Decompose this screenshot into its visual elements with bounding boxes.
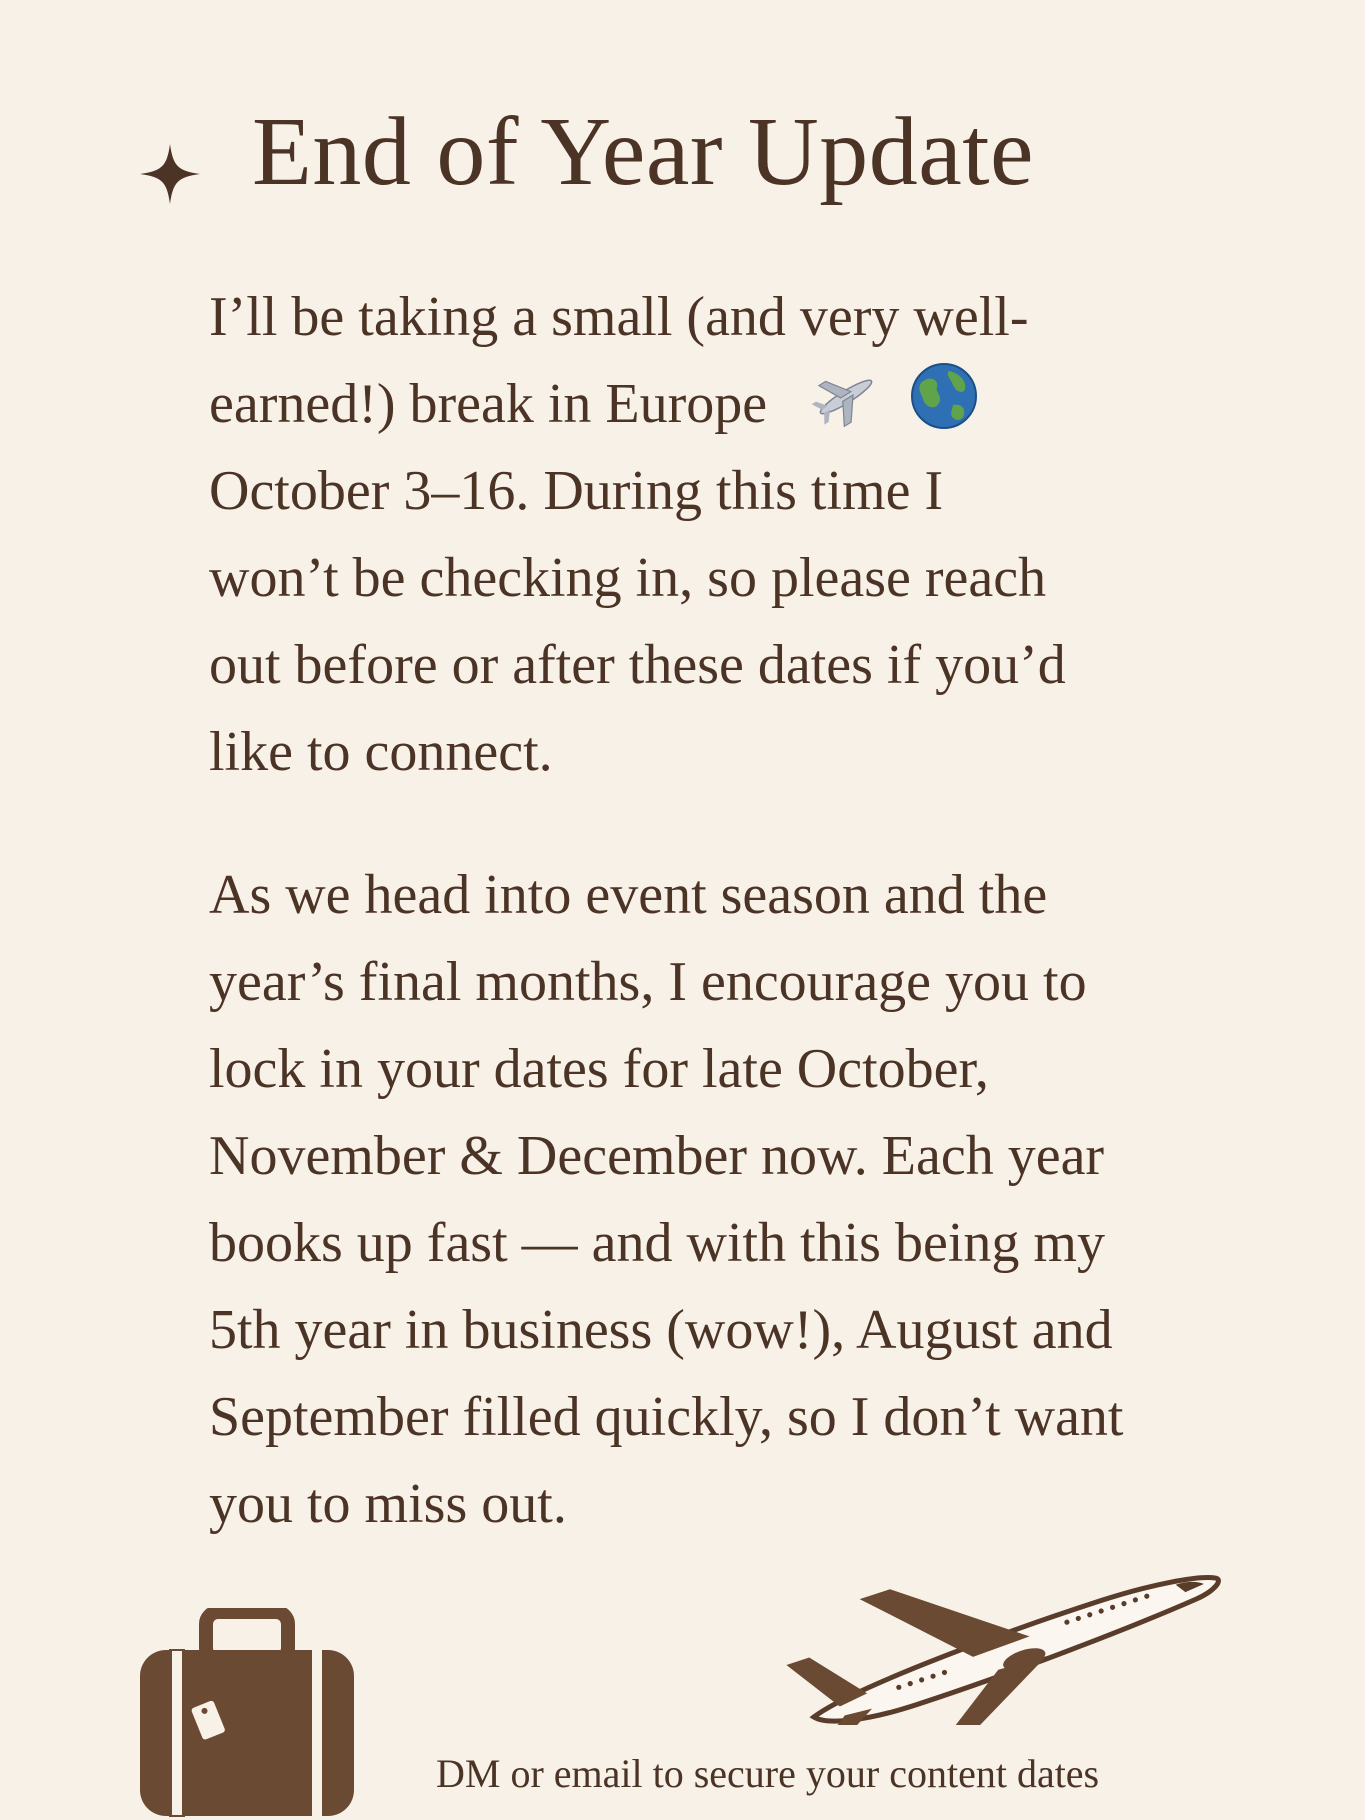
body-line: As we head into event season and the xyxy=(209,864,1048,926)
body-line: books up fast — and with this being my xyxy=(209,1212,1105,1274)
globe-emoji xyxy=(909,361,979,457)
body-line: won’t be checking in, so please reach xyxy=(209,547,1047,609)
body-line: you to miss out. xyxy=(209,1473,567,1535)
body-line: 5th year in business (wow!), August and xyxy=(209,1299,1113,1361)
body-line: November & December now. Each year xyxy=(209,1125,1105,1187)
break-notice-intro xyxy=(209,274,1269,457)
suitcase-icon xyxy=(136,1608,358,1820)
booking-notice xyxy=(209,852,1269,1548)
body-line: earned!) break in Europe xyxy=(209,373,768,435)
body-line: lock in your dates for late October, xyxy=(209,1038,989,1100)
footer-cta: DM or email to secure your content dates xyxy=(436,1751,1100,1796)
break-notice-details xyxy=(209,448,1269,796)
body-line: I’ll be taking a small (and very well- xyxy=(209,286,1029,348)
airplane-emoji xyxy=(811,366,881,453)
sparkle-icon xyxy=(136,140,204,208)
body-line: October 3–16. During this time I xyxy=(209,460,944,522)
page-title: End of Year Update xyxy=(252,98,1034,206)
airplane-icon xyxy=(778,1535,1233,1725)
body-line: out before or after these dates if you’d xyxy=(209,634,1066,696)
body-line: September filled quickly, so I don’t want xyxy=(209,1386,1124,1448)
body-line: like to connect. xyxy=(209,721,553,783)
body-line-with-emoji xyxy=(209,361,1269,457)
body-line: year’s final months, I encourage you to xyxy=(209,951,1087,1013)
